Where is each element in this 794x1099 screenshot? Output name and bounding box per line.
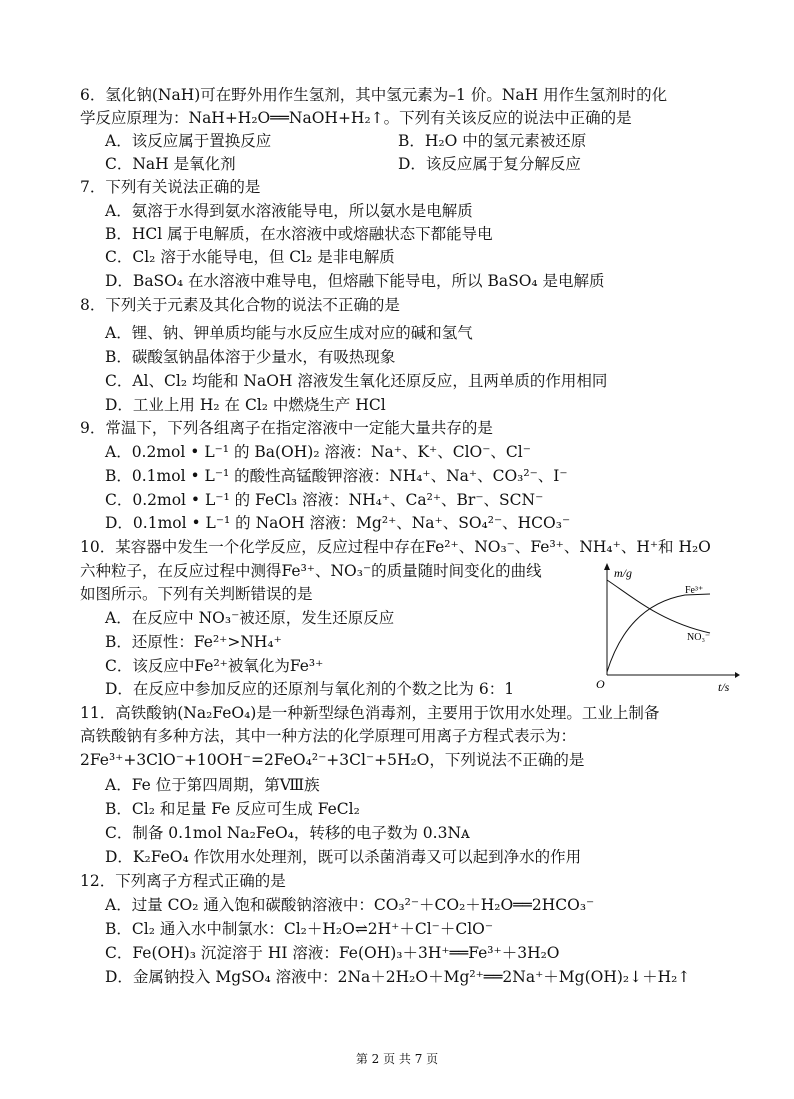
q10-stem-line3: 如图所示。下列有关判断错误的是 bbox=[80, 585, 313, 603]
x-axis-label: t/s bbox=[718, 680, 730, 694]
page-footer: 第 2 页 共 7 页 bbox=[355, 1052, 439, 1066]
q9-option-a: A．0.2mol • L⁻¹ 的 Ba(OH)₂ 溶液：Na⁺、K⁺、ClO⁻、Cl⁻ bbox=[105, 443, 531, 461]
origin-label: O bbox=[596, 677, 605, 691]
q12-option-a: A．过量 CO₂ 通入饱和碳酸钠溶液中：CO₃²⁻＋CO₂＋H₂O══2HCO₃⁻ bbox=[105, 896, 595, 914]
q11-option-b: B．Cl₂ 和足量 Fe 反应可生成 FeCl₂ bbox=[105, 800, 360, 818]
q8-option-a: A．锂、钠、钾单质均能与水反应生成对应的碱和氢气 bbox=[105, 324, 473, 342]
q7-option-a: A．氨溶于水得到氨水溶液能导电，所以氨水是电解质 bbox=[105, 202, 473, 220]
q8-option-c: C．Al、Cl₂ 均能和 NaOH 溶液发生氧化还原反应，且两单质的作用相同 bbox=[105, 372, 608, 390]
q10-option-c: C．该反应中Fe²⁺被氧化为Fe³⁺ bbox=[105, 657, 324, 675]
q7-option-d: D．BaSO₄ 在水溶液中难导电，但熔融下能导电，所以 BaSO₄ 是电解质 bbox=[105, 272, 605, 290]
q11-stem-line3: 2Fe³⁺+3ClO⁻+10OH⁻=2FeO₄²⁻+3Cl⁻+5H₂O，下列说法不正确的是 bbox=[80, 751, 585, 769]
q10-stem-line2: 六种粒子，在反应过程中测得Fe³⁺、NO₃⁻的质量随时间变化的曲线 bbox=[80, 562, 542, 580]
q10-option-a: A．在反应中 NO₃⁻被还原，发生还原反应 bbox=[105, 609, 395, 627]
q11-stem-line2: 高铁酸钠有多种方法，其中一种方法的化学原理可用离子方程式表示为： bbox=[80, 727, 577, 745]
q9-option-b: B．0.1mol • L⁻¹ 的酸性高锰酸钾溶液：NH₄⁺、Na⁺、CO₃²⁻、I⁻ bbox=[105, 467, 568, 485]
y-axis-label: m/g bbox=[614, 566, 632, 580]
q6-option-a: A．该反应属于置换反应 bbox=[105, 132, 272, 150]
q10-option-d: D．在反应中参加反应的还原剂与氧化剂的个数之比为 6：1 bbox=[105, 680, 515, 698]
q10-graph-svg bbox=[590, 560, 740, 695]
q6-option-b: B．H₂O 中的氢元素被还原 bbox=[398, 132, 587, 150]
q10-stem-line1: 10．某容器中发生一个化学反应，反应过程中存在Fe²⁺、NO₃⁻、Fe³⁺、NH₄⁺、H⁺和 H₂O bbox=[80, 538, 711, 556]
q9-stem: 9．常温下，下列各组离子在指定溶液中一定能大量共存的是 bbox=[80, 419, 493, 437]
q12-option-b: B．Cl₂ 通入水中制氯水：Cl₂＋H₂O⇌2H⁺＋Cl⁻＋ClO⁻ bbox=[105, 920, 494, 938]
q8-option-b: B．碳酸氢钠晶体溶于少量水，有吸热现象 bbox=[105, 348, 396, 366]
q7-option-c: C．Cl₂ 溶于水能导电，但 Cl₂ 是非电解质 bbox=[105, 248, 395, 266]
fe3-curve-label: Fe³⁺ bbox=[685, 585, 704, 596]
q11-option-d: D．K₂FeO₄ 作饮用水处理剂，既可以杀菌消毒又可以起到净水的作用 bbox=[105, 848, 582, 866]
q11-stem-line1: 11．高铁酸钠(Na₂FeO₄)是一种新型绿色消毒剂，主要用于饮用水处理。工业上制备 bbox=[80, 704, 660, 722]
q11-option-c: C．制备 0.1mol Na₂FeO₄，转移的电子数为 0.3Nᴀ bbox=[105, 824, 470, 842]
q9-option-d: D．0.1mol • L⁻¹ 的 NaOH 溶液：Mg²⁺、Na⁺、SO₄²⁻、HCO₃⁻ bbox=[105, 514, 571, 532]
q12-option-d: D．金属钠投入 MgSO₄ 溶液中：2Na＋2H₂O＋Mg²⁺══2Na⁺＋Mg(OH)₂↓＋H₂↑ bbox=[105, 968, 691, 986]
q7-stem: 7．下列有关说法正确的是 bbox=[80, 178, 261, 196]
q12-stem: 12．下列离子方程式正确的是 bbox=[80, 872, 286, 890]
no3-curve-label: NO₃⁻ bbox=[687, 632, 711, 643]
q10-mass-time-graph bbox=[590, 560, 740, 695]
q7-option-b: B．HCl 属于电解质，在水溶液中或熔融状态下都能导电 bbox=[105, 225, 493, 243]
x-axis-arrow bbox=[735, 672, 740, 678]
q10-option-b: B．还原性：Fe²⁺>NH₄⁺ bbox=[105, 633, 282, 651]
q6-option-d: D．该反应属于复分解反应 bbox=[398, 155, 581, 173]
q8-stem: 8．下列关于元素及其化合物的说法不正确的是 bbox=[80, 296, 400, 314]
q6-option-c: C．NaH 是氧化剂 bbox=[105, 155, 236, 173]
q9-option-c: C．0.2mol • L⁻¹ 的 FeCl₃ 溶液：NH₄⁺、Ca²⁺、Br⁻、SCN⁻ bbox=[105, 491, 544, 509]
q11-option-a: A．Fe 位于第四周期，第Ⅷ族 bbox=[105, 776, 320, 794]
q6-stem-line1: 6．氢化钠(NaH)可在野外用作生氢剂，其中氢元素为–1 价。NaH 用作生氢剂时的化 bbox=[80, 86, 668, 104]
y-axis-arrow bbox=[604, 563, 610, 570]
q12-option-c: C．Fe(OH)₃ 沉淀溶于 HI 溶液：Fe(OH)₃＋3H⁺══Fe³⁺＋3H₂O bbox=[105, 944, 560, 962]
q6-stem-line2: 学反应原理为：NaH+H₂O══NaOH+H₂↑。下列有关该反应的说法中正确的是 bbox=[80, 109, 632, 127]
q8-option-d: D．工业上用 H₂ 在 Cl₂ 中燃烧生产 HCl bbox=[105, 396, 386, 414]
